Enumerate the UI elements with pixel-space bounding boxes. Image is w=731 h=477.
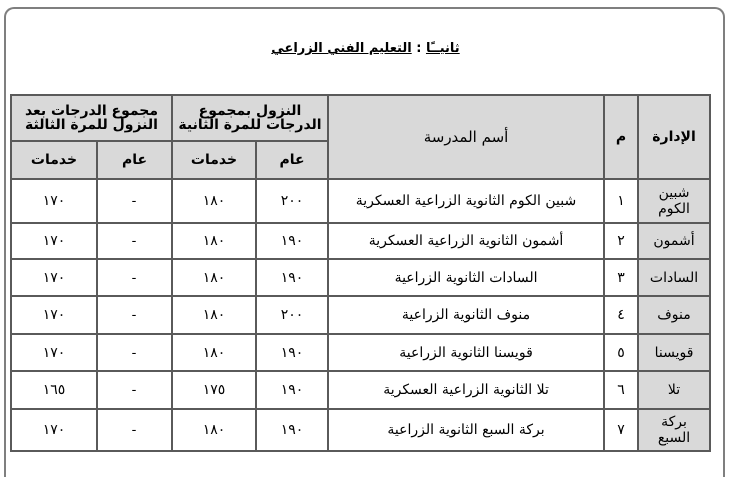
- header-seq: م: [604, 95, 638, 179]
- header-r2-services: خدمات: [172, 141, 256, 179]
- school-name-cell: أشمون الثانوية الزراعية العسكرية: [328, 223, 604, 259]
- schools-table: [10, 94, 711, 452]
- table-row: [11, 259, 710, 296]
- r3-services-cell: ١٧٠: [11, 409, 97, 451]
- table-row: [11, 223, 710, 259]
- r2-general-cell: ١٩٠: [256, 409, 328, 451]
- header-r3-general: عام: [97, 141, 172, 179]
- r3-general-cell: -: [97, 223, 172, 259]
- r3-general-cell: -: [97, 334, 172, 371]
- header-school: أسم المدرسة: [328, 95, 604, 179]
- r3-general-cell: -: [97, 371, 172, 409]
- seq-cell: ٥: [604, 334, 638, 371]
- seq-cell: ٧: [604, 409, 638, 451]
- r2-services-cell: ١٧٥: [172, 371, 256, 409]
- r2-services-cell: ١٨٠: [172, 334, 256, 371]
- header-r2-general: عام: [256, 141, 328, 179]
- table-row: [11, 334, 710, 371]
- table-row: [11, 409, 710, 451]
- r2-general-cell: ١٩٠: [256, 223, 328, 259]
- table-row: [11, 179, 710, 223]
- header-row-top: [11, 95, 710, 141]
- r3-services-cell: ١٧٠: [11, 296, 97, 334]
- r3-general-cell: -: [97, 179, 172, 223]
- r3-services-cell: ١٧٠: [11, 259, 97, 296]
- school-name-cell: السادات الثانوية الزراعية: [328, 259, 604, 296]
- r2-general-cell: ٢٠٠: [256, 296, 328, 334]
- admin-cell: منوف: [638, 296, 710, 334]
- school-name-cell: قويسنا الثانوية الزراعية: [328, 334, 604, 371]
- admin-cell: السادات: [638, 259, 710, 296]
- r2-general-cell: ١٩٠: [256, 334, 328, 371]
- r2-general-cell: ١٩٠: [256, 371, 328, 409]
- r3-general-cell: -: [97, 409, 172, 451]
- r2-general-cell: ١٩٠: [256, 259, 328, 296]
- seq-cell: ٤: [604, 296, 638, 334]
- admin-cell: تلا: [638, 371, 710, 409]
- r2-services-cell: ١٨٠: [172, 296, 256, 334]
- school-name-cell: منوف الثانوية الزراعية: [328, 296, 604, 334]
- r2-services-cell: ١٨٠: [172, 259, 256, 296]
- admin-cell: بركة السبع: [638, 409, 710, 451]
- admin-cell: أشمون: [638, 223, 710, 259]
- r3-general-cell: -: [97, 259, 172, 296]
- admin-cell: شبين الكوم: [638, 179, 710, 223]
- r3-general-cell: -: [97, 296, 172, 334]
- header-third-round: مجموع الدرجات بعد النزول للمرة الثالثة: [11, 95, 172, 141]
- school-name-cell: شبين الكوم الثانوية الزراعية العسكرية: [328, 179, 604, 223]
- r2-services-cell: ١٨٠: [172, 409, 256, 451]
- school-name-cell: بركة السبع الثانوية الزراعية: [328, 409, 604, 451]
- header-r3-services: خدمات: [11, 141, 97, 179]
- seq-cell: ١: [604, 179, 638, 223]
- section-heading-title: التعليم الفني الزراعي: [271, 41, 412, 56]
- section-heading-separator: :: [416, 41, 422, 56]
- table-row: [11, 296, 710, 334]
- r3-services-cell: ١٧٠: [11, 223, 97, 259]
- seq-cell: ٣: [604, 259, 638, 296]
- r3-services-cell: ١٧٠: [11, 334, 97, 371]
- section-heading-prefix: ثانيــًا: [425, 41, 460, 56]
- admin-cell: قويسنا: [638, 334, 710, 371]
- r3-services-cell: ١٧٠: [11, 179, 97, 223]
- r2-services-cell: ١٨٠: [172, 223, 256, 259]
- r3-services-cell: ١٦٥: [11, 371, 97, 409]
- seq-cell: ٦: [604, 371, 638, 409]
- seq-cell: ٢: [604, 223, 638, 259]
- school-name-cell: تلا الثانوية الزراعية العسكرية: [328, 371, 604, 409]
- section-heading: [0, 41, 731, 56]
- header-second-round: النزول بمجموع الدرجات للمرة الثانية: [172, 95, 328, 141]
- table-row: [11, 371, 710, 409]
- header-admin: الإدارة: [638, 95, 710, 179]
- r2-services-cell: ١٨٠: [172, 179, 256, 223]
- r2-general-cell: ٢٠٠: [256, 179, 328, 223]
